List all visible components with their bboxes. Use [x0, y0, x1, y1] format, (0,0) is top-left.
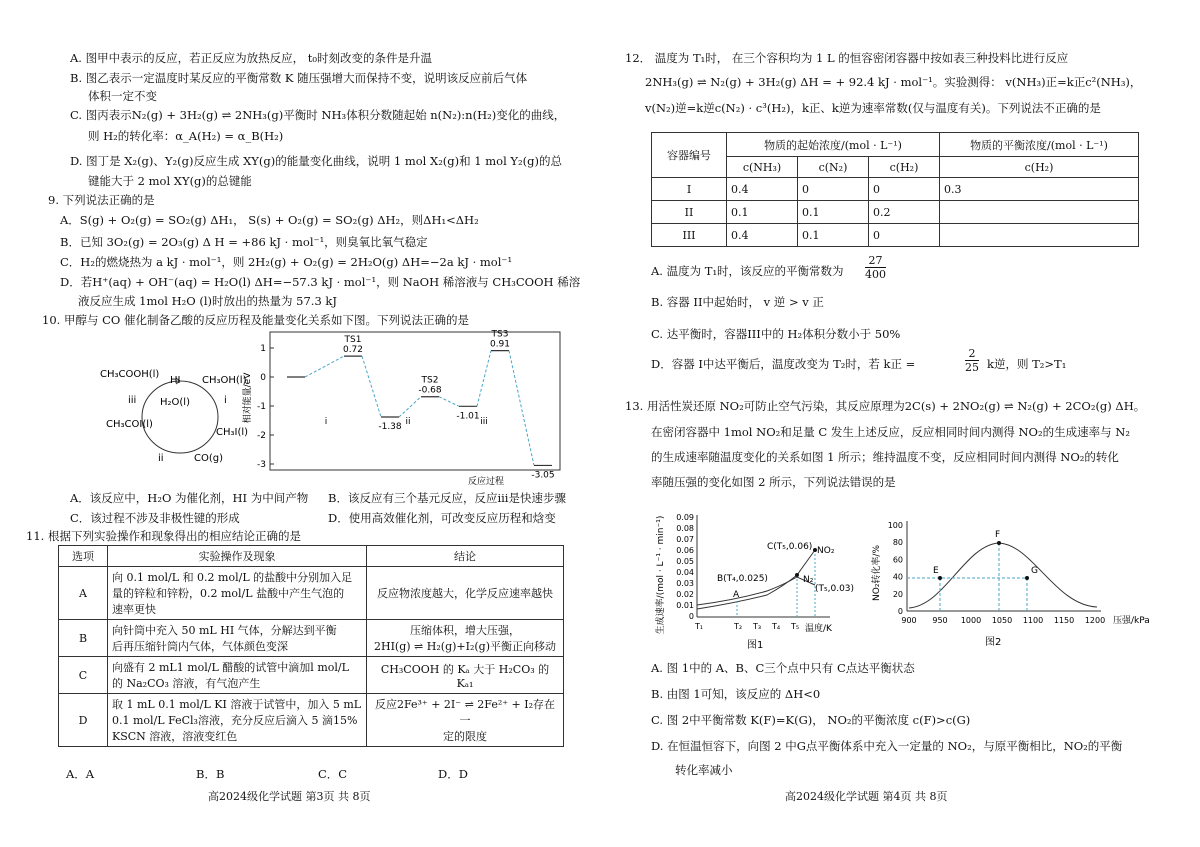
- q12-cell-value: 0.1: [798, 224, 869, 247]
- q12-header-equilibrium: 物质的平衡浓度/(mol · L⁻¹): [940, 133, 1139, 157]
- q11-conclusion-line: 反应2Fe³⁺ + 2I⁻ ⇌ 2Fe²⁺ + I₂存在一: [374, 698, 556, 727]
- q11-row: [59, 567, 564, 620]
- q12-sub-n2: c(N₂): [798, 157, 869, 178]
- fig1-label-a: A: [733, 590, 740, 600]
- fig1-label-c: C(T₅,0.06): [767, 542, 813, 552]
- ts-label: TS2: [421, 375, 439, 386]
- fig1-y-tick-label: 0.02: [676, 590, 694, 599]
- q11-conclusion-line: CH₃COOH 的 Kₐ 大于 H₂CO₃ 的 Kₐ₁: [380, 662, 550, 690]
- q11-cell-option: D: [59, 694, 108, 747]
- fraction-denominator: 25: [965, 361, 979, 374]
- q8-option-a: A. 图甲中表示的反应，若正反应为放热反应， t₀时刻改变的条件是升温: [70, 51, 432, 65]
- q9-option-a: A．S(g) + O₂(g) = SO₂(g) ΔH₁， S(s) + O₂(g) = SO₂(g) ΔH₂，则ΔH₁<ΔH₂: [60, 213, 479, 227]
- q13-line3: 的生成速率随温度变化的关系如图 1 所示；维持温度不变，反应相同时间内测得 NO₂的转化: [651, 450, 1119, 464]
- fig2-x-tick-label: 950: [932, 616, 948, 625]
- q12-cell-value: 0: [869, 178, 940, 201]
- q12-option-c: C. 达平衡时，容器III中的 H₂体积分数小于 50%: [651, 327, 901, 341]
- step-label: ii: [405, 417, 411, 427]
- q12-sub-h2-eq: c(H₂): [940, 157, 1139, 178]
- fig2-y-tick-label: 100: [887, 521, 903, 530]
- q11-cell-operation: [108, 567, 367, 620]
- q8-option-d-line2: 键能大于 2 mol XY(g)的总键能: [88, 174, 252, 188]
- energy-connector: [509, 351, 534, 466]
- fig2-point-g: [1025, 576, 1029, 580]
- fig2-y-tick-label: 20: [892, 589, 903, 599]
- q12-cell-value: 0.3: [940, 178, 1139, 201]
- energy-value-label: 0.72: [342, 345, 364, 356]
- q8-option-d-line1: D. 图丁是 X₂(g)、Y₂(g)反应生成 XY(g)的能量变化曲线，说明 1 mol X₂(g)和 1 mol Y₂(g)的总: [70, 154, 562, 168]
- q10-option-c: C．该过程不涉及非极性键的形成: [70, 511, 240, 525]
- q11-operation-line: 向针筒中充入 50 mL HI 气体，分解达到平衡: [112, 624, 337, 637]
- q11-operation-line: KSCN 溶液，溶液变红色: [112, 730, 238, 743]
- energy-connector: [477, 351, 491, 407]
- energy-value-label: -0.68: [418, 385, 442, 396]
- fig2-x-tick-label: 1150: [1053, 616, 1075, 625]
- fraction-numerator: 27: [865, 254, 886, 268]
- q11-conclusion-line: 2HI(g) ⇌ H₂(g)+I₂(g)平衡正向移动: [374, 640, 556, 653]
- q12-cell-value: [940, 224, 1139, 247]
- y-tick-label: -2: [257, 431, 266, 441]
- q12-row: [652, 224, 1139, 247]
- energy-connector: [362, 356, 381, 417]
- y-tick-label: 0: [260, 373, 266, 383]
- fig1-caption: 图1: [747, 640, 764, 651]
- fig1-y-label: 生成速率/(mol · L⁻¹ · min⁻¹): [656, 515, 666, 635]
- q11-operation-line: 的 Na₂CO₃ 溶液，有气泡产生: [112, 677, 261, 690]
- q13-option-d-line2: 转化率减小: [675, 763, 733, 777]
- y-tick-label: -1: [257, 402, 266, 412]
- q11-option-c: C．C: [318, 767, 348, 781]
- q9-option-b: B．已知 3O₂(g) = 2O₃(g) Δ H = +86 kJ · mol⁻¹，则臭氧比氧气稳定: [60, 235, 428, 249]
- fig1-y-tick-label: 0.09: [676, 513, 694, 522]
- fig1-y-tick-label: 0.03: [676, 579, 694, 588]
- q11-operation-line: 后再压缩针筒内气体，气体颜色变深: [112, 640, 288, 653]
- q11-header-option: 选项: [59, 546, 108, 567]
- q11-cell-option: C: [59, 657, 108, 694]
- fig1-y-tick-label: 0.05: [676, 557, 694, 566]
- q11-option-b: B．B: [196, 767, 225, 781]
- energy-value-label: -1.38: [378, 422, 402, 433]
- q11-operation-line: 0.1 mol/L FeCl₃溶液，充分反应后滴入 5 滴15%: [112, 714, 358, 727]
- energy-connector: [305, 356, 344, 377]
- q11-operation-line: 向盛有 2 mL1 mol/L 醋酸的试管中滴加l mol/L: [112, 661, 349, 674]
- right-page-footer: 高2024级化学试题 第4页 共 8页: [785, 790, 948, 803]
- fig1-y-tick-label: 0.08: [676, 524, 694, 533]
- q12-cell-value: 0.1: [727, 201, 798, 224]
- q11-header-operation: 实验操作及现象: [108, 546, 367, 567]
- q9-option-d-line1: D．若H⁺(aq) + OH⁻(aq) = H₂O(l) ΔH=−57.3 kJ · mol⁻¹，则 NaOH 稀溶液与 CH₃COOH 稀溶: [60, 275, 581, 289]
- fig1-label-no2: NO₂: [817, 546, 835, 556]
- q8-option-b-line1: B. 图乙表示一定温度时某反应的平衡常数 K 随压强增大而保持不变，说明该反应前后气体: [70, 71, 528, 85]
- q12-option-b: B. 容器 II中起始时， v 逆 > v 正: [651, 295, 824, 309]
- energy-value-label: -1.01: [456, 411, 480, 422]
- q12-cell-value: 0: [798, 178, 869, 201]
- step-label: i: [324, 417, 328, 427]
- fig1-x-tick-label: T₃: [752, 622, 762, 631]
- fig2-x-label: 压强/kPa: [1113, 616, 1150, 626]
- q11-cell-conclusion: [367, 620, 564, 657]
- q13-line2: 在密闭容器中 1mol NO₂和足量 C 发生上述反应，反应相同时间内测得 NO₂的生成速率与 N₂: [651, 425, 1130, 439]
- fig1-label-n2: N₂: [803, 575, 814, 585]
- q13-option-c: C. 图 2中平衡常数 K(F)=K(G)， NO₂的平衡浓度 c(F)>c(G): [651, 713, 971, 727]
- q11-cell-operation: [108, 694, 367, 747]
- fig1-x-tick-label: T₁: [694, 622, 704, 631]
- q12-sub-h2: c(H₂): [869, 157, 940, 178]
- cycle-ch3coi: CH₃COI(l): [106, 419, 153, 430]
- q13-figure-1: [655, 505, 865, 653]
- q9-stem: 9. 下列说法正确的是: [48, 193, 155, 207]
- chart-x-label: 反应过程: [468, 477, 505, 487]
- fig1-label-b: B(T₄,0.025): [717, 574, 768, 584]
- q9-option-c: C．H₂的燃烧热为 a kJ · mol⁻¹，则 2H₂(g) + O₂(g) = 2H₂O(g) ΔH=−2a kJ · mol⁻¹: [60, 255, 513, 269]
- q10-energy-chart: [238, 328, 568, 488]
- q11-row: [59, 620, 564, 657]
- q11-conclusion-line: 压缩体积，增大压强，: [410, 624, 520, 637]
- q11-operation-line: 取 1 mL 0.1 mol/L KI 溶液于试管中，加入 5 mL: [112, 698, 362, 711]
- q12-header-initial: 物质的起始浓度/(mol · L⁻¹): [727, 133, 940, 157]
- fig1-y-tick-label: 0.04: [676, 568, 694, 577]
- q12-header-id: 容器编号: [652, 133, 727, 178]
- q12-cell-id: I: [652, 178, 727, 201]
- q11-operation-line: 量的锌粒和锌粉，0.2 mol/L 盐酸中产生气泡的: [112, 587, 345, 600]
- cycle-ch3oh: CH₃OH(l): [202, 375, 247, 386]
- fig1-label-t5: (T₅,0.03): [815, 584, 855, 594]
- cycle-hi: HI: [170, 375, 181, 386]
- chart-frame: [270, 329, 560, 470]
- fig2-x-tick-label: 1050: [991, 616, 1013, 625]
- cycle-step-i: i: [224, 395, 227, 406]
- q10-option-d: D．使用高效催化剂，可改变反应历程和焓变: [328, 511, 556, 525]
- q11-header-conclusion: 结论: [367, 546, 564, 567]
- q11-cell-conclusion: [367, 657, 564, 694]
- cycle-ch3cooh: CH₃COOH(l): [100, 369, 160, 380]
- q11-cell-operation: [108, 657, 367, 694]
- q12-line2: 2NH₃(g) ⇌ N₂(g) + 3H₂(g) ΔH = + 92.4 kJ · mol⁻¹。实验测得： v(NH₃)正=k正c²(NH₃)，: [645, 75, 1142, 89]
- q12-row: [652, 178, 1139, 201]
- q8-option-c-line1: C. 图丙表示N₂(g) + 3H₂(g) ⇌ 2NH₃(g)平衡时 NH₃体积分数随起始 n(N₂):n(H₂)变化的曲线，: [70, 108, 566, 122]
- fraction-denominator: 400: [865, 268, 886, 281]
- q13-option-d-line1: D. 在恒温恒容下，向图 2 中G点平衡体系中充入一定量的 NO₂，与原平衡相比，NO₂的平衡: [651, 739, 1123, 753]
- chart-y-label: 相对能量/eV: [243, 372, 253, 424]
- fig1-point-b: [795, 573, 799, 577]
- q12-option-d-pre: D．容器 I中达平衡后，温度改变为 T₂时，若 k正 =: [651, 357, 916, 371]
- q11-cell-conclusion: [367, 567, 564, 620]
- q11-table: [58, 545, 564, 747]
- q12-cell-id: II: [652, 201, 727, 224]
- q11-operation-line: 速率更快: [112, 603, 156, 616]
- fraction-numerator: 2: [965, 347, 979, 361]
- cycle-ch3i: CH₃I(l): [216, 427, 249, 438]
- q11-conclusion-line: 定的限度: [443, 730, 487, 743]
- fig2-x-tick-label: 1200: [1084, 616, 1106, 625]
- left-page-footer: 高2024级化学试题 第3页 共 8页: [208, 790, 371, 803]
- q8-option-b-line2: 体积一定不变: [88, 89, 157, 103]
- cycle-step-ii: ii: [158, 453, 164, 464]
- ts-label: TS1: [344, 335, 362, 346]
- q9-option-d-line2: 液反应生成 1mol H₂O (l)时放出的热量为 57.3 kJ: [78, 294, 338, 308]
- energy-value-label: -3.05: [531, 470, 555, 481]
- fig1-x-tick-label: T₂: [733, 622, 743, 631]
- fig1-y-tick-label: 0.07: [676, 535, 694, 544]
- fig2-y-tick-label: 40: [892, 572, 903, 582]
- q12-cell-value: 0.4: [727, 178, 798, 201]
- q11-operation-line: 向 0.1 mol/L 和 0.2 mol/L 的盐酸中分别加入足: [112, 571, 353, 584]
- fig2-caption: 图2: [985, 637, 1002, 648]
- q11-cell-operation: [108, 620, 367, 657]
- fig2-y-tick-label: 0: [897, 607, 903, 616]
- q12-table: [651, 132, 1139, 247]
- fig2-y-label: NO₂转化率/%: [872, 544, 882, 602]
- q12-cell-value: 0: [869, 224, 940, 247]
- fig2-label-f: F: [995, 530, 1001, 540]
- q11-row: [59, 694, 564, 747]
- q12-cell-value: [940, 201, 1139, 224]
- q12-cell-value: 0.4: [727, 224, 798, 247]
- q10-option-a: A．该反应中，H₂O 为催化剂，HI 为中间产物: [70, 491, 309, 505]
- q10-catalytic-cycle: [98, 355, 258, 485]
- cycle-step-iii: iii: [128, 395, 137, 406]
- fig2-label-e: E: [933, 566, 939, 576]
- ts-label: TS3: [491, 329, 509, 340]
- q12-row: [652, 201, 1139, 224]
- q11-option-d: D．D: [438, 767, 468, 781]
- q13-figure-2: [865, 515, 1165, 653]
- step-label: iii: [480, 417, 488, 427]
- q13-line1: 13. 用活性炭还原 NO₂可防止空气污染，其反应原理为2C(s) + 2NO₂(g) ⇌ N₂(g) + 2CO₂(g) ΔH。: [625, 399, 1146, 413]
- q12-option-d-fraction: [965, 347, 979, 374]
- fig2-x-tick-label: 1100: [1022, 616, 1044, 625]
- fig2-label-g: G: [1031, 566, 1038, 576]
- energy-connector: [399, 397, 421, 417]
- fig1-y-tick-label: 0: [688, 612, 694, 621]
- q11-option-a: A．A: [66, 767, 95, 781]
- fig1-x-tick-label: T₄: [771, 622, 781, 631]
- fig1-y-tick-label: 0.01: [676, 601, 694, 610]
- q12-line3: v(N₂)逆=k逆c(N₂) · c³(H₂)，k正、k逆为速率常数(仅与温度有关)。下列说法不正确的是: [645, 101, 1101, 115]
- y-tick-label: 1: [260, 344, 266, 354]
- q12-sub-nh3: c(NH₃): [727, 157, 798, 178]
- fig1-y-tick-label: 0.06: [676, 546, 694, 555]
- fig1-x-label: 温度/K: [805, 624, 832, 634]
- q11-cell-conclusion: [367, 694, 564, 747]
- q12-option-a: A. 温度为 T₁时，该反应的平衡常数为: [651, 264, 844, 278]
- q11-stem: 11. 根据下列实验操作和现象得出的相应结论正确的是: [26, 529, 301, 543]
- q12-cell-value: 0.1: [798, 201, 869, 224]
- q12-cell-id: III: [652, 224, 727, 247]
- q11-cell-option: A: [59, 567, 108, 620]
- q10-stem: 10. 甲醇与 CO 催化制备乙酸的反应历程及能量变化关系如下图。下列说法正确的是: [42, 313, 469, 327]
- fig2-point-f: [997, 541, 1001, 545]
- q11-conclusion-line: 反应物浓度越大，化学反应速率越快: [377, 587, 553, 600]
- q13-option-a: A. 图 1中的 A、B、C三个点中只有 C点达平衡状态: [651, 661, 915, 675]
- q13-line4: 率随压强的变化如图 2 所示，下列说法错误的是: [651, 475, 896, 489]
- q10-option-b: B．该反应有三个基元反应，反应iii是快速步骤: [328, 491, 566, 505]
- energy-connector: [439, 397, 459, 407]
- fig2-x-tick-label: 900: [901, 616, 917, 625]
- y-tick-label: -3: [257, 460, 266, 470]
- q12-option-a-fraction: [865, 254, 886, 281]
- fig2-x-tick-label: 1000: [960, 616, 982, 625]
- q8-option-c-line2: 则 H₂的转化率：α_A(H₂) = α_B(H₂): [88, 129, 284, 143]
- fig2-y-tick-label: 80: [892, 538, 903, 548]
- q11-row: [59, 657, 564, 694]
- q12-option-d-post: k逆，则 T₂>T₁: [987, 357, 1067, 371]
- energy-value-label: 0.91: [489, 339, 511, 350]
- cycle-co: CO(g): [194, 453, 224, 464]
- fig2-point-e: [938, 576, 942, 580]
- fig1-x-tick-label: T₅: [790, 622, 800, 631]
- q12-line1: 12． 温度为 T₁时， 在三个容积均为 1 L 的恒容密闭容器中按如表三种投料比进行反应: [625, 51, 1069, 65]
- fig2-y-tick-label: 60: [892, 555, 903, 565]
- q13-option-b: B. 由图 1可知，该反应的 ΔH<0: [651, 687, 821, 701]
- q12-cell-value: 0.2: [869, 201, 940, 224]
- cycle-h2o: H₂O(l): [160, 397, 190, 408]
- q11-cell-option: B: [59, 620, 108, 657]
